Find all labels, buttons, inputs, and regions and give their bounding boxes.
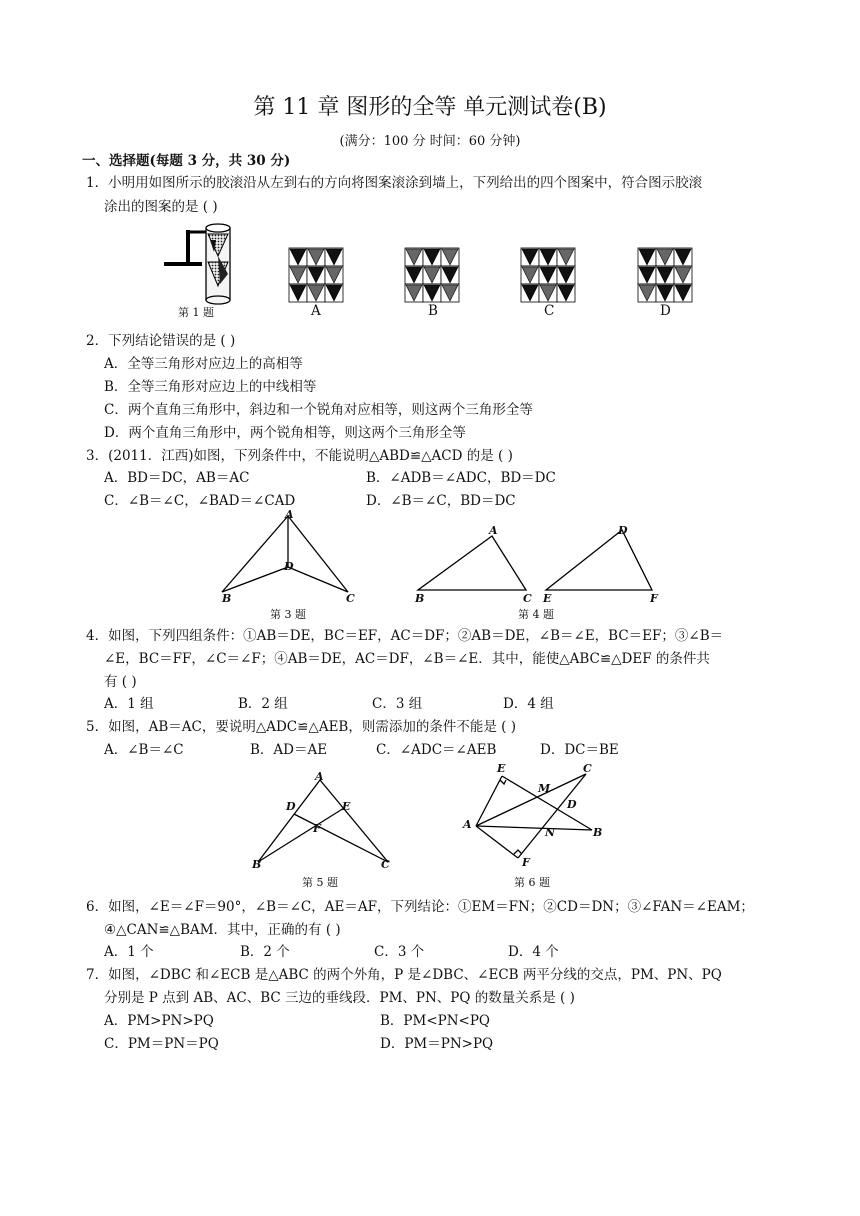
- q3-option-d: D．∠B＝∠C，BD＝DC: [366, 493, 516, 509]
- q6-option-a: A．1 个: [104, 944, 154, 960]
- q5-stem: 5．如图，AB＝AC，要说明△ADC≌△AEB，则需添加的条件不能是 ( ): [86, 719, 516, 735]
- q4-option-c: C．3 组: [372, 696, 423, 712]
- fig6-label-m: M: [538, 782, 551, 795]
- fig6-label-f: F: [522, 856, 530, 869]
- fig5-diagram: [256, 778, 396, 866]
- fig6-label-d: D: [567, 798, 577, 811]
- q6-line2: ④△CAN≌△BAM．其中，正确的有 ( ): [104, 922, 341, 938]
- q6-option-c: C．3 个: [374, 944, 425, 960]
- pattern-option-d: [638, 248, 694, 302]
- option-label-a: A: [311, 303, 321, 319]
- q2-stem: 2．下列结论错误的是 ( ): [86, 333, 236, 349]
- q7-line1: 7．如图，∠DBC 和∠ECB 是△ABC 的两个外角，P 是∠DBC、∠ECB 两平分线的交点，PM、PN、PQ: [86, 967, 722, 983]
- q3-option-b: B．∠ADB＝∠ADC，BD＝DC: [366, 470, 556, 486]
- q3-stem: 3．(2011．江西)如图，下列条件中，不能说明△ABD≌△ACD 的是 ( ): [86, 448, 513, 464]
- q6-line1: 6．如图，∠E＝∠F＝90°，∠B＝∠C，AE＝AF，下列结论：①EM＝FN；②CD＝DN；③∠FAN＝∠EAM；: [86, 899, 754, 915]
- q4-line1: 4．如图，下列四组条件：①AB＝DE，BC＝EF，AC＝DF；②AB＝DE，∠B＝∠E，BC＝EF；③∠B＝: [86, 628, 724, 644]
- fig5-label-e: E: [342, 800, 351, 813]
- fig6-label-a: A: [463, 818, 472, 831]
- fig6-label-c: C: [583, 762, 592, 775]
- fig4-label-c: C: [523, 592, 532, 605]
- pattern-option-a: [289, 248, 345, 302]
- fig4-label-d: D: [618, 524, 628, 537]
- fig6-label-e: E: [497, 762, 506, 775]
- q5-option-b: B．AD＝AE: [250, 742, 328, 758]
- q6-option-b: B．2 个: [240, 944, 290, 960]
- fig4-label-a: A: [489, 524, 498, 537]
- q3-option-a: A．BD＝DC，AB＝AC: [104, 470, 250, 486]
- fig6-caption: 第 6 题: [514, 876, 550, 889]
- fig3-label-c: C: [346, 592, 355, 605]
- q4-option-d: D．4 组: [503, 696, 554, 712]
- fig5-label-a: A: [315, 770, 324, 783]
- fig6-label-b: B: [593, 826, 603, 839]
- fig5-caption: 第 5 题: [302, 876, 338, 889]
- fig4-caption: 第 4 题: [518, 608, 554, 621]
- fig6-label-n: N: [545, 826, 556, 839]
- fig5-label-d: D: [286, 800, 296, 813]
- pattern-option-b: [405, 248, 461, 302]
- fig1-caption: 第 1 题: [178, 306, 214, 319]
- q7-option-b: B．PM<PN<PQ: [380, 1013, 490, 1029]
- fig4-label-f: F: [650, 592, 658, 605]
- fig5-label-b: B: [252, 858, 262, 871]
- fig4-label-b: B: [415, 592, 425, 605]
- q7-option-a: A．PM>PN>PQ: [104, 1013, 214, 1029]
- option-label-b: B: [428, 303, 438, 319]
- option-label-c: C: [544, 303, 555, 319]
- fig3-label-d: D: [284, 560, 294, 573]
- fig5-label-f: F: [313, 822, 321, 835]
- roller-figure: [160, 222, 240, 310]
- option-label-d: D: [660, 303, 671, 319]
- q4-line3: 有 ( ): [104, 674, 137, 690]
- q5-option-d: D．DC＝BE: [540, 742, 619, 758]
- q5-option-c: C．∠ADC＝∠AEB: [376, 742, 497, 758]
- q4-line2: ∠E，BC＝FF，∠C＝∠F；④AB＝DE，AC＝DF，∠B＝∠E．其中，能使△ABC≌△DEF 的条件共: [104, 651, 710, 667]
- q6-option-d: D．4 个: [508, 944, 559, 960]
- q3-option-c: C．∠B＝∠C，∠BAD＝∠CAD: [104, 493, 296, 509]
- q2-option-b: B．全等三角形对应边上的中线相等: [104, 379, 317, 395]
- q7-option-d: D．PM＝PN>PQ: [380, 1036, 494, 1052]
- q4-option-a: A．1 组: [104, 696, 154, 712]
- q7-option-c: C．PM＝PN＝PQ: [104, 1036, 219, 1052]
- q7-line2: 分别是 P 点到 AB、AC、BC 三边的垂线段．PM、PN、PQ 的数量关系是 ( ): [104, 990, 575, 1006]
- pattern-option-c: [521, 248, 577, 302]
- page-title: 第 11 章 图形的全等 单元测试卷(B): [253, 95, 607, 120]
- section-heading: 一、选择题(每题 3 分，共 30 分): [82, 153, 291, 169]
- fig5-label-c: C: [381, 858, 390, 871]
- fig4-label-e: E: [543, 592, 552, 605]
- fig3-caption: 第 3 题: [270, 608, 306, 621]
- q1-line1: 1．小明用如图所示的胶滚沿从左到右的方向将图案滚涂到墙上，下列给出的四个图案中，符合图示胶滚: [86, 175, 703, 191]
- q5-option-a: A．∠B＝∠C: [104, 742, 184, 758]
- q4-option-b: B．2 组: [238, 696, 288, 712]
- fig3-label-a: A: [285, 508, 294, 521]
- q2-option-a: A．全等三角形对应边上的高相等: [104, 356, 303, 372]
- q1-line2: 涂出的图案的是 ( ): [104, 199, 218, 215]
- page-subtitle: (满分：100 分 时间：60 分钟): [339, 134, 521, 149]
- q2-option-d: D．两个直角三角形中，两个锐角相等，则这两个三角形全等: [104, 425, 466, 441]
- fig3-label-b: B: [222, 592, 232, 605]
- q2-option-c: C．两个直角三角形中，斜边和一个锐角对应相等，则这两个三角形全等: [104, 402, 533, 418]
